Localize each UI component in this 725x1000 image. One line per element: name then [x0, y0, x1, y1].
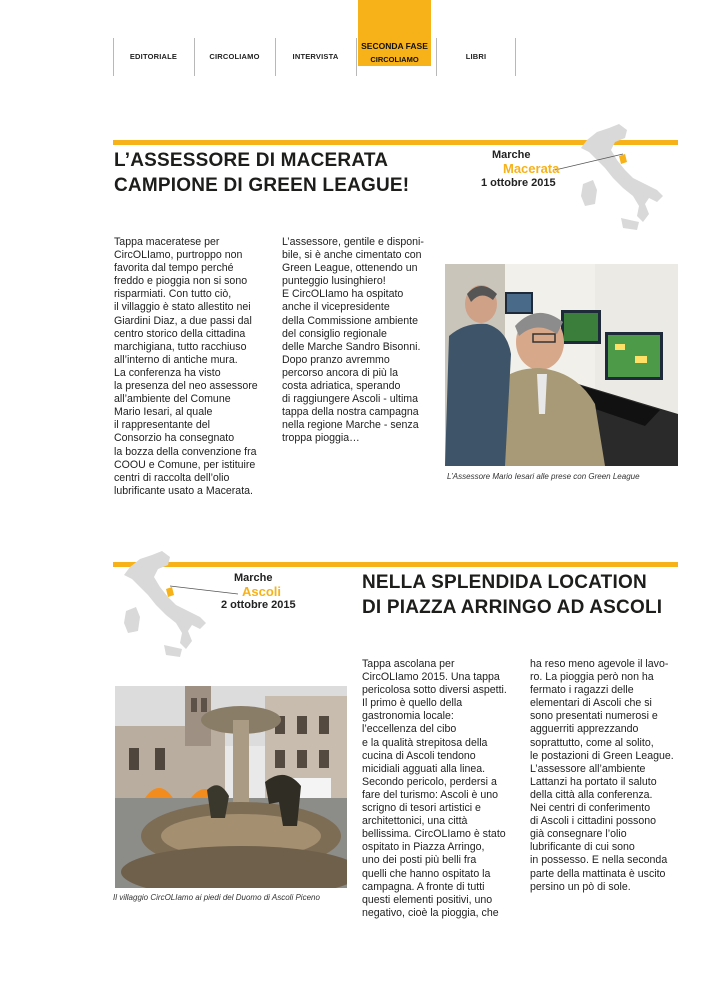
location-date: 1 ottobre 2015 [481, 177, 556, 189]
nav-tab-seconda-fase[interactable] [358, 0, 431, 66]
article-column: Tappa ascolana per CircOLIamo 2015. Una tappa pericolosa sotto diversi aspetti. Il primo è quello della gastronomia locale: l’eccellenza del cibo e la qualità strepitosa della cucina di Ascoli tendono micidiali agguati alla linea. Secondo pericolo, perdersi a fare del turismo: Ascoli è uno scrigno di tesori artistici e architettonici, una città bellissima. CircOLIamo è stato ospitato in Piazza Arringo, uno dei posti più belli fra quelli che hanno ospitato la campagna. A fronte di tutti questi elementi positivi, uno negativo, cioè la pioggia, che [362, 658, 507, 919]
location-region: Marche [234, 572, 273, 584]
nav-tab-label: LIBRI [465, 52, 487, 61]
nav-tab-label: INTERVISTA [292, 52, 339, 61]
nav-tab-editoriale[interactable] [113, 38, 193, 76]
photo-piazza-arringo [115, 686, 347, 888]
map-pointer-line [555, 148, 625, 178]
article-column: Tappa maceratese per CircOLIamo, purtroppo non favorita dal tempo perché freddo e pioggia non si sono risparmiati. Con tutto ciò, il villaggio è stato allestito nei Giardini Diaz, a due passi dal centro storico della cittadina marchigiana, tutto racchiuso all’interno di antiche mura. La conferenza ha visto la presenza del neo assessore all’ambiente del Comune Mario Iesari, al quale il rappresentante del Consorzio ha consegnato la bozza della convenzione fra COOU e Comune, per istituire centri di raccolta dell’olio lubrificante usato a Macerata. [114, 236, 258, 497]
nav-tab-label: CIRCOLIAMO [209, 52, 260, 61]
headline-line: CAMPIONE DI GREEN LEAGUE! [114, 175, 410, 196]
photo-caption: L’Assessore Mario Iesari alle prese con Green League [447, 472, 640, 481]
nav-tab-libri[interactable] [436, 38, 516, 76]
article-column: L’assessore, gentile e disponi- bile, si è anche cimentato con Green League, ottenendo un punteggio lusinghiero! E CircOLIamo ha ospitato anche il vicepresidente della Commissione ambiente del consiglio regionale delle Marche Sandro Bisonni. Dopo pranzo avremmo percorso ancora di più la costa adriatica, sperando di raggiungere Ascoli - ultima tappa della nostra campagna nella regione Marche - senza troppa pioggia… [282, 236, 424, 445]
headline-line: DI PIAZZA ARRINGO AD ASCOLI [362, 597, 663, 618]
photo-assessore-green-league [445, 264, 678, 466]
nav-active-subtitle: CIRCOLIAMO [370, 55, 419, 64]
nav-tab-intervista[interactable] [275, 38, 355, 76]
italy-map-icon [118, 545, 213, 660]
location-region: Marche [492, 149, 531, 161]
headline-line: L’ASSESSORE DI MACERATA [114, 150, 389, 171]
article-headline [362, 570, 662, 620]
location-date: 2 ottobre 2015 [221, 599, 296, 611]
article-column: ha reso meno agevole il lavo- ro. La pioggia però non ha fermato i ragazzi delle elementari di Ascoli che si sono presentati numerosi e agguerriti apprezzando soprattutto, come al solito, le postazioni di Green League. L’assessore all’ambiente Lattanzi ha portato il saluto della città alla conferenza. Nei centri di conferimento di Ascoli i cittadini possono già consegnare l’olio lubrificante di cui sono in possesso. E nella seconda parte della mattinata è uscito persino un pò di sole. [530, 658, 674, 893]
nav-tab-label: EDITORIALE [129, 52, 178, 61]
location-city: Macerata [503, 161, 560, 176]
location-city: Ascoli [242, 584, 282, 599]
nav-active-title: SECONDA FASE [361, 41, 428, 51]
article-headline [114, 148, 409, 198]
top-navigation [0, 0, 725, 80]
photo-caption: Il villaggio CircOLIamo ai piedi del Duomo di Ascoli Piceno [113, 893, 320, 902]
nav-tab-circoliamo[interactable] [194, 38, 274, 76]
headline-line: NELLA SPLENDIDA LOCATION [362, 572, 647, 593]
